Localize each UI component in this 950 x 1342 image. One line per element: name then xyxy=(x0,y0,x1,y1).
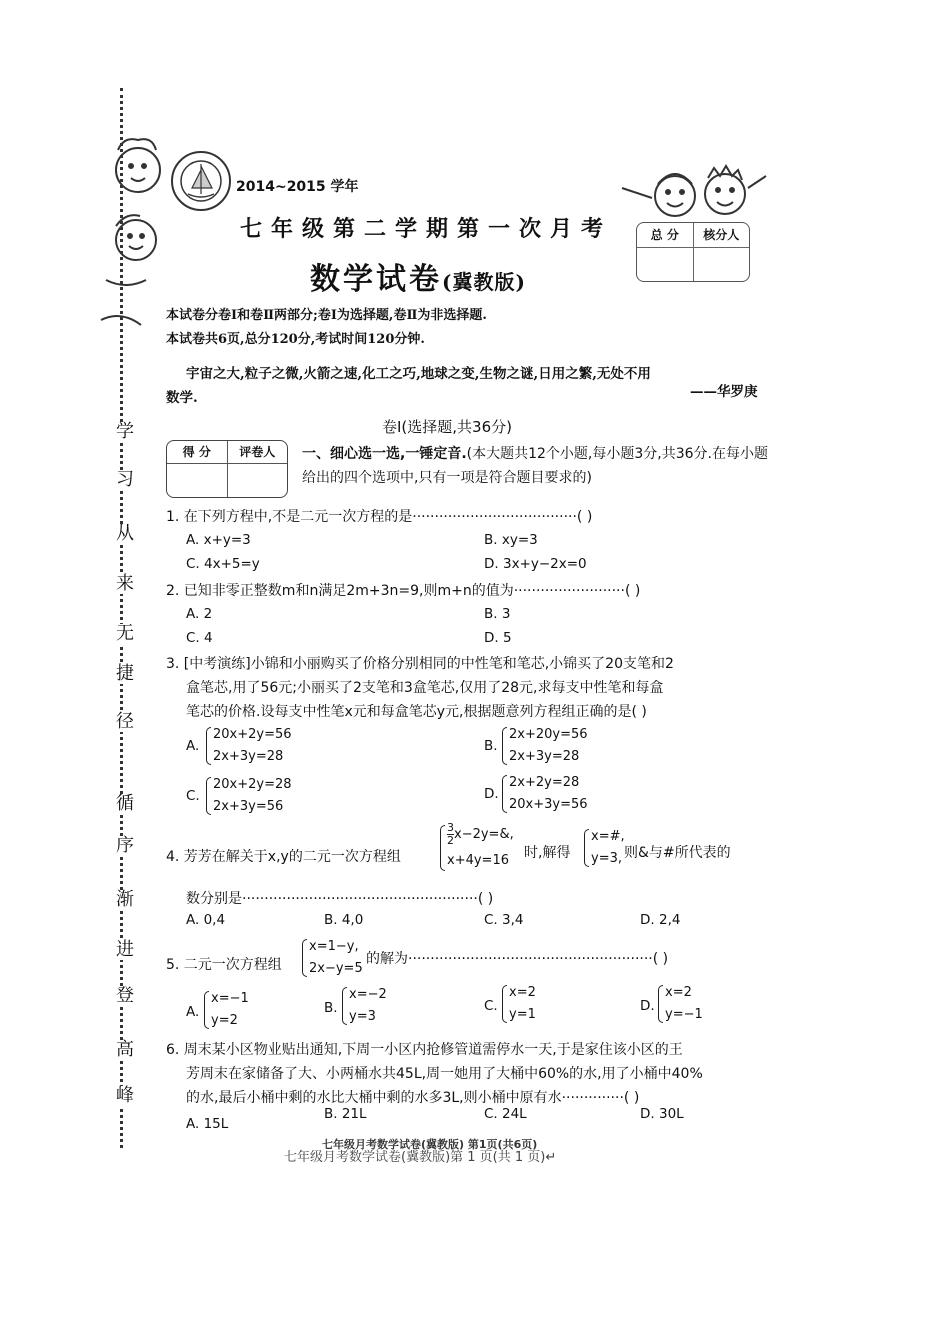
q5-option-b-system: x=−2 y=3 xyxy=(342,984,387,1028)
motto-char: 渐 xyxy=(112,890,138,910)
q5-option-d-system: x=2 y=−1 xyxy=(658,982,703,1026)
q1-option-b: B. xy=3 xyxy=(484,532,538,548)
cartoon-kids-left-icon xyxy=(96,130,156,340)
question-5-suffix: 的解为·······················································( ) xyxy=(366,951,669,967)
q3-option-a-label: A. xyxy=(186,738,200,754)
question-4-prefix: 4. 芳芳在解关于x,y的二元一次方程组 xyxy=(166,849,401,865)
q4-option-b: B. 4,0 xyxy=(324,912,364,928)
question-3-line: 笔芯的价格.设每支中性笔x元和每盒笔芯y元,根据题意列方程组正确的是( ) xyxy=(186,704,647,720)
intro-line: 本试卷共6页,总分120分,考试时间120分钟. xyxy=(166,332,425,347)
motto-char: 进 xyxy=(112,940,138,960)
question-3-line: 3. [中考演练]小锦和小丽购买了价格分别相同的中性笔和笔芯,小锦买了20支笔和2 xyxy=(166,656,674,672)
q5-option-a-label: A. xyxy=(186,1004,200,1020)
motto-char: 序 xyxy=(112,836,138,856)
motto-char: 从 xyxy=(112,524,138,544)
total-score-label: 总 分 xyxy=(637,223,694,247)
q1-option-a: A. x+y=3 xyxy=(186,532,251,548)
question-4-suffix: 则&与#所代表的 xyxy=(624,845,731,861)
q3-option-a-system: 20x+2y=56 2x+3y=28 xyxy=(206,724,292,768)
question-1: 1. 在下列方程中,不是二元一次方程的是·····································( ) xyxy=(166,509,593,525)
question-6-line: 芳周末在家储备了大、小两桶水共45L,周一她用了大桶中60%的水,用了小桶中40% xyxy=(186,1066,703,1082)
q4-option-a: A. 0,4 xyxy=(186,912,226,928)
section-description: 一、细心选一选,一锤定音.(本大题共12个小题,每小题3分,共36分.在每小题给出的四个选项中,只有一项是符合题目要求的) xyxy=(302,446,768,486)
grade-cell xyxy=(167,464,228,497)
q5-equation-system: x=1−y, 2x−y=5 xyxy=(302,936,363,980)
q2-option-b: B. 3 xyxy=(484,606,511,622)
total-score-cell xyxy=(637,248,694,281)
grade-label: 得 分 xyxy=(167,441,228,463)
quote-line: 宇宙之大,粒子之微,火箭之速,化工之巧,地球之变,生物之谜,日用之繁,无处不用 xyxy=(186,366,651,382)
quote-line: 数学. xyxy=(166,390,198,406)
question-3-line: 盒笔芯,用了56元;小丽买了2支笔和3盒笔芯,仅用了28元,求每支中性笔和每盒 xyxy=(186,680,664,696)
quote-author: ——华罗庚 xyxy=(690,384,758,400)
section-title: 卷Ⅰ(选择题,共36分) xyxy=(382,418,512,436)
q5-option-c-system: x=2 y=1 xyxy=(502,982,536,1026)
school-year: 2014~2015 学年 xyxy=(236,179,359,195)
q4-option-c: C. 3,4 xyxy=(484,912,524,928)
q2-option-d: D. 5 xyxy=(484,630,512,646)
question-4-mid: 时,解得 xyxy=(524,845,571,861)
motto-char: 学 xyxy=(112,422,138,442)
question-4-line: 数分别是·····················································( ) xyxy=(186,891,494,907)
q2-option-a: A. 2 xyxy=(186,606,213,622)
q1-option-c: C. 4x+5=y xyxy=(186,556,260,572)
q2-option-c: C. 4 xyxy=(186,630,213,646)
motto-char: 径 xyxy=(112,712,138,732)
q5-option-d-label: D. xyxy=(640,998,655,1014)
q6-option-a: A. 15L xyxy=(186,1116,229,1132)
q3-option-b-label: B. xyxy=(484,738,498,754)
motto-char: 登 xyxy=(112,986,138,1006)
q5-option-b-label: B. xyxy=(324,1000,338,1016)
q6-option-d: D. 30L xyxy=(640,1106,684,1122)
question-6-line: 的水,最后小桶中剩的水比大桶中剩的水多3L,则小桶中原有水··············( ) xyxy=(186,1090,640,1106)
page-footer: 七年级月考数学试卷(冀教版)第 1 页(共 1 页)↵ xyxy=(284,1150,557,1165)
motto-char: 峰 xyxy=(112,1086,138,1106)
grader-label: 评卷人 xyxy=(239,445,276,459)
q3-option-d-system: 2x+2y=28 20x+3y=56 xyxy=(502,772,588,816)
q3-option-c-system: 20x+2y=28 2x+3y=56 xyxy=(206,774,292,818)
motto-char: 无 xyxy=(112,624,138,644)
motto-char: 捷 xyxy=(112,664,138,684)
intro-line: 本试卷分卷Ⅰ和卷Ⅱ两部分;卷Ⅰ为选择题,卷Ⅱ为非选择题. xyxy=(166,308,487,323)
q4-solution-system: x=#, y=3, xyxy=(584,826,625,870)
q6-option-c: C. 24L xyxy=(484,1106,527,1122)
school-seal-icon xyxy=(170,150,232,212)
total-score-box xyxy=(636,222,750,282)
question-6-line: 6. 周末某小区物业贴出通知,下周一小区内抢修管道需停水一天,于是家住该小区的王 xyxy=(166,1042,683,1058)
checker-cell xyxy=(694,248,750,281)
motto-char: 高 xyxy=(112,1040,138,1060)
exam-title-line: 七年级第二学期第一次月考 xyxy=(240,216,613,242)
checker-label: 核分人 xyxy=(703,228,740,242)
grade-box xyxy=(166,440,288,498)
q5-option-c-label: C. xyxy=(484,998,498,1014)
q5-option-a-system: x=−1 y=2 xyxy=(204,988,249,1032)
q3-option-d-label: D. xyxy=(484,786,499,802)
grader-cell xyxy=(228,464,288,497)
exam-title-main: 数学试卷(冀教版) xyxy=(310,262,526,297)
q4-equation-system: $\frac{3}{2}$ x−2y=&, x+4y=16 xyxy=(440,822,514,874)
q1-option-d: D. 3x+y−2x=0 xyxy=(484,556,587,572)
motto-char: 习 xyxy=(112,470,138,490)
q6-option-b: B. 21L xyxy=(324,1106,367,1122)
question-2: 2. 已知非零正整数m和n满足2m+3n=9,则m+n的值为·························( ) xyxy=(166,583,641,599)
motto-char: 循 xyxy=(112,794,138,814)
q3-option-b-system: 2x+20y=56 2x+3y=28 xyxy=(502,724,588,768)
cartoon-kids-right-icon xyxy=(620,158,770,228)
q4-option-d: D. 2,4 xyxy=(640,912,681,928)
motto-char: 来 xyxy=(112,574,138,594)
question-5-prefix: 5. 二元一次方程组 xyxy=(166,957,282,973)
q3-option-c-label: C. xyxy=(186,788,200,804)
cut-off-page-footer: 七年级月考数学试卷(冀教版) 第1页(共6页) xyxy=(322,1138,538,1151)
